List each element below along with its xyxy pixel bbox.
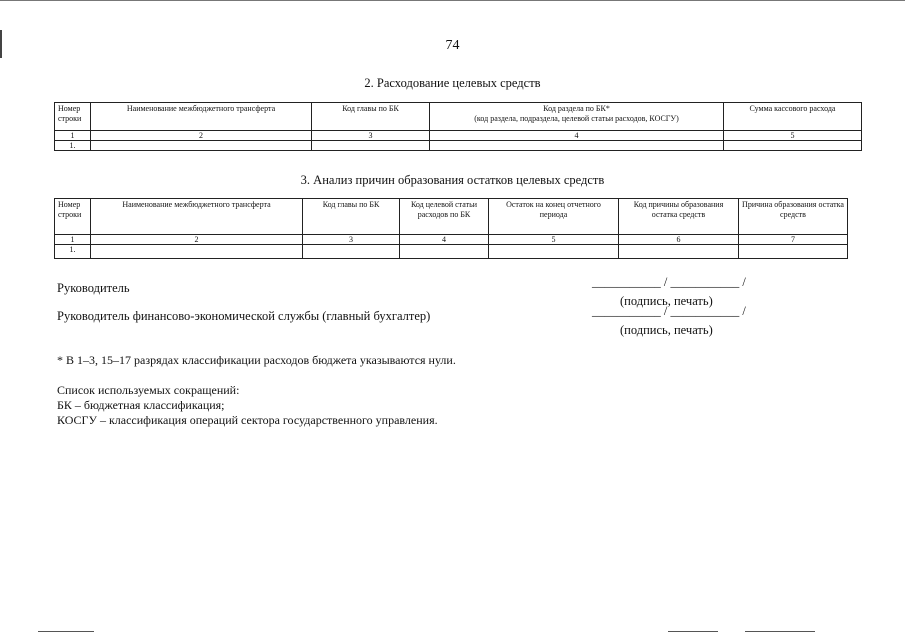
section2-title: 2. Расходование целевых средств [364,76,541,90]
footnote: * В 1–3, 15–17 разрядах классификации расходов бюджета указываются нули. [57,353,456,367]
col-number: 7 [739,235,848,245]
table-row [55,141,862,151]
table-row [55,245,848,259]
header-cash-expense: Сумма кассового расхода [724,103,862,131]
header-reason: Причина образования остатка средств [739,199,848,235]
abbreviation-item: БК – бюджетная классификация; [57,398,225,412]
page-top-border [0,0,905,1]
header-period-end-balance: Остаток на конец отчетного периода [489,199,619,235]
header-transfer-name: Наименование межбюджетного трансферта [91,199,303,235]
header-reason-code: Код причины образования остатка средств [619,199,739,235]
bottom-mark [38,631,94,632]
header-transfer-name: Наименование межбюджетного трансферта [91,103,312,131]
col-number: 1 [55,131,91,141]
table-cell[interactable] [312,141,430,151]
table-number-row [55,235,848,245]
table-cell[interactable] [91,245,303,259]
header-chapter-code: Код главы по БК [312,103,430,131]
header-section-code-title: Код раздела по БК* [543,104,610,113]
table-number-row [55,131,862,141]
head-signature-line[interactable]: ___________ / ___________ / [592,275,746,289]
abbreviations-title: Список используемых сокращений: [57,383,240,397]
header-section-code-note: (код раздела, подраздела, целевой статьи расходов, КОСГУ) [474,114,679,123]
header-section-code [430,103,724,131]
abbreviation-item: КОСГУ – классификация операций сектора государственного управления. [57,413,438,427]
table-cell[interactable] [303,245,400,259]
table-cell[interactable] [739,245,848,259]
header-target-article-code: Код целевой статьи расходов по БК [400,199,489,235]
page-number: 74 [445,38,460,53]
accountant-signature-caption: (подпись, печать) [620,323,713,337]
table-cell: 1. [55,245,91,259]
col-number: 4 [400,235,489,245]
col-number: 4 [430,131,724,141]
col-number: 3 [303,235,400,245]
section3-table [54,198,848,259]
accountant-signature-line[interactable]: ___________ / ___________ / [592,304,746,318]
col-number: 1 [55,235,91,245]
col-number: 3 [312,131,430,141]
abbreviations [57,383,438,428]
table-cell[interactable] [489,245,619,259]
accountant-signature-label: Руководитель финансово-экономической службы (главный бухгалтер) [57,309,431,323]
table-cell[interactable] [91,141,312,151]
table-header-row [55,103,862,131]
head-signature-label: Руководитель [57,281,130,295]
table-cell[interactable] [619,245,739,259]
header-chapter-code: Код главы по БК [303,199,400,235]
head-signature-caption: (подпись, печать) [620,294,713,308]
col-number: 5 [489,235,619,245]
section3-title: 3. Анализ причин образования остатков целевых средств [300,173,605,187]
section2-table [54,102,862,151]
col-number: 2 [91,131,312,141]
bottom-mark [745,631,815,632]
table-header-row [55,199,848,235]
table-cell[interactable] [724,141,862,151]
table-cell: 1. [55,141,91,151]
col-number: 6 [619,235,739,245]
bottom-mark [668,631,718,632]
table-cell[interactable] [400,245,489,259]
col-number: 2 [91,235,303,245]
table-cell[interactable] [430,141,724,151]
col-number: 5 [724,131,862,141]
header-row-number: Номер строки [55,103,91,131]
header-row-number: Номер строки [55,199,91,235]
